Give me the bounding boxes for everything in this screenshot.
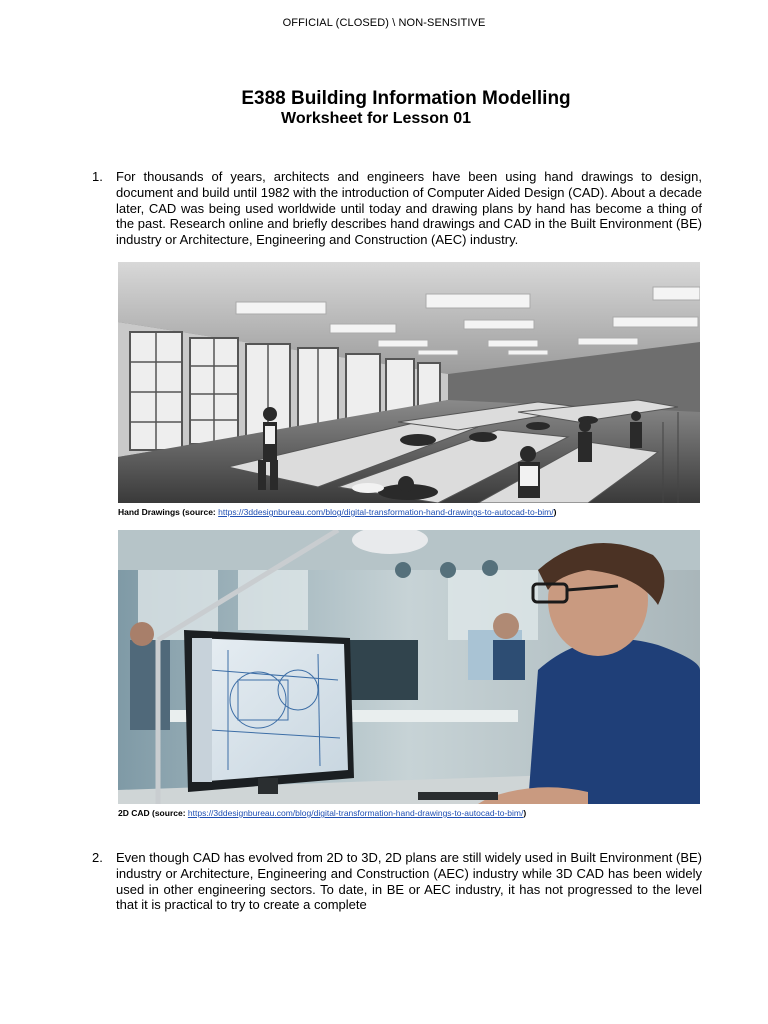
- hand-drawings-photo: [118, 262, 700, 503]
- source-link[interactable]: https://3ddesignbureau.com/blog/digital-transformation-hand-drawings-to-autocad-to-bim/: [187, 808, 524, 818]
- question-number: 2.: [92, 850, 103, 865]
- hand-drawings-caption: [118, 507, 556, 517]
- question-text: Even though CAD has evolved from 2D to 3D, 2D plans are still widely used in Built Environment (BE) industry or Architecture, Engineering and Construction (AEC) industry while 3D CAD has been widely used in other engineering sectors. To date, in BE or AEC industry, it has not progressed to the level that it is practical to try to create a complete: [116, 850, 702, 913]
- cad-photo: [118, 530, 700, 804]
- caption-end: ): [553, 507, 557, 517]
- cad-caption: [118, 808, 526, 818]
- question-text: For thousands of years, architects and engineers have been using hand drawings to design, document and build until 1982 with the introduction of Computer Aided Design (CAD). About a decade later, CAD was being used worldwide until today and drawing plans by hand has become a thing of the past. Research online and briefly describes hand drawings and CAD in the Built Environment (BE) industry or Architecture, Engineering and Construction (AEC) industry.: [116, 169, 702, 248]
- caption-label: Hand Drawings (source:: [118, 507, 219, 517]
- question-number: 1.: [92, 169, 103, 184]
- document-subtitle: Worksheet for Lesson 01: [281, 110, 471, 127]
- question-2: [92, 850, 702, 913]
- question-1: [92, 169, 702, 248]
- classification-header: OFFICIAL (CLOSED) \ NON-SENSITIVE: [282, 17, 486, 29]
- caption-end: ): [523, 808, 527, 818]
- document-title: E388 Building Information Modelling: [241, 88, 571, 109]
- caption-label: 2D CAD (source:: [118, 808, 188, 818]
- source-link[interactable]: https://3ddesignbureau.com/blog/digital-transformation-hand-drawings-to-autocad-to-bim/: [218, 507, 554, 517]
